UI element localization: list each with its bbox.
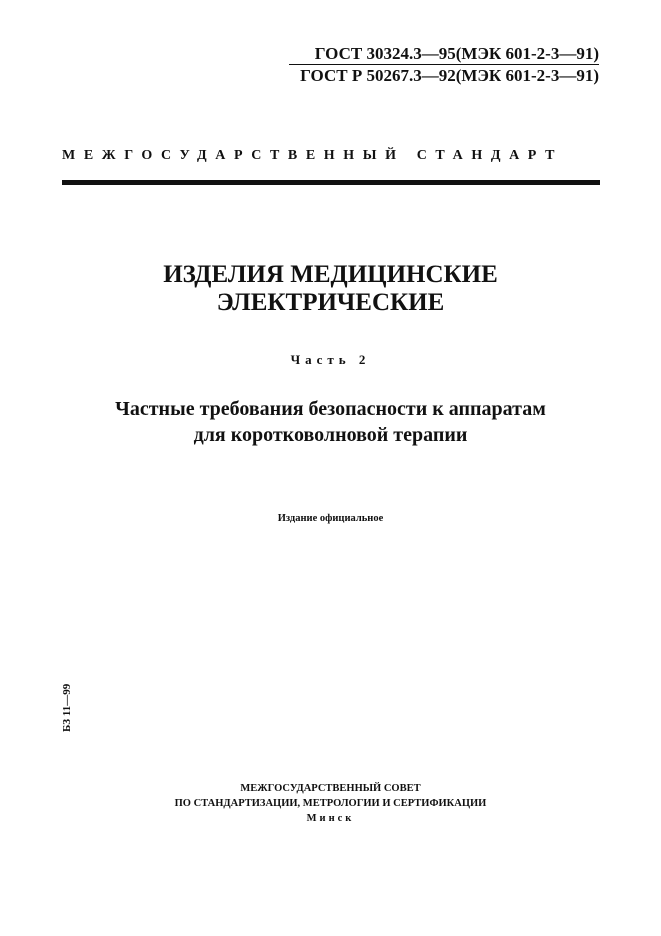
standard-type-heading: МЕЖГОСУДАРСТВЕННЫЙ СТАНДАРТ [62,148,564,163]
subtitle-line-2: для коротковолновой терапии [193,424,468,446]
edition-note: Издание официальное [277,513,384,524]
standard-number-block [289,44,599,85]
header-rule [62,180,600,185]
standard-number-divider [289,64,599,65]
part-label: Часть 2 [290,352,371,367]
publisher-line-2: ПО СТАНДАРТИЗАЦИИ, МЕТРОЛОГИИ И СЕРТИФИКАЦИИ [174,798,487,809]
document-subtitle [0,396,661,448]
title-line-1: ИЗДЕЛИЯ МЕДИЦИНСКИЕ [163,261,498,288]
publisher-block [0,781,661,826]
document-title [0,261,661,317]
side-code: БЗ 11—99 [61,683,73,732]
publisher-line-1: МЕЖГОСУДАРСТВЕННЫЙ СОВЕТ [240,783,421,794]
title-line-2: ЭЛЕКТРИЧЕСКИЕ [216,289,445,316]
publisher-city: Минск [306,813,355,824]
standard-number-primary: ГОСТ 30324.3—95(МЭК 601-2-3—91) [314,44,599,63]
standard-number-secondary: ГОСТ Р 50267.3—92(МЭК 601-2-3—91) [300,66,599,85]
subtitle-line-1: Частные требования безопасности к аппаратам [115,398,546,420]
